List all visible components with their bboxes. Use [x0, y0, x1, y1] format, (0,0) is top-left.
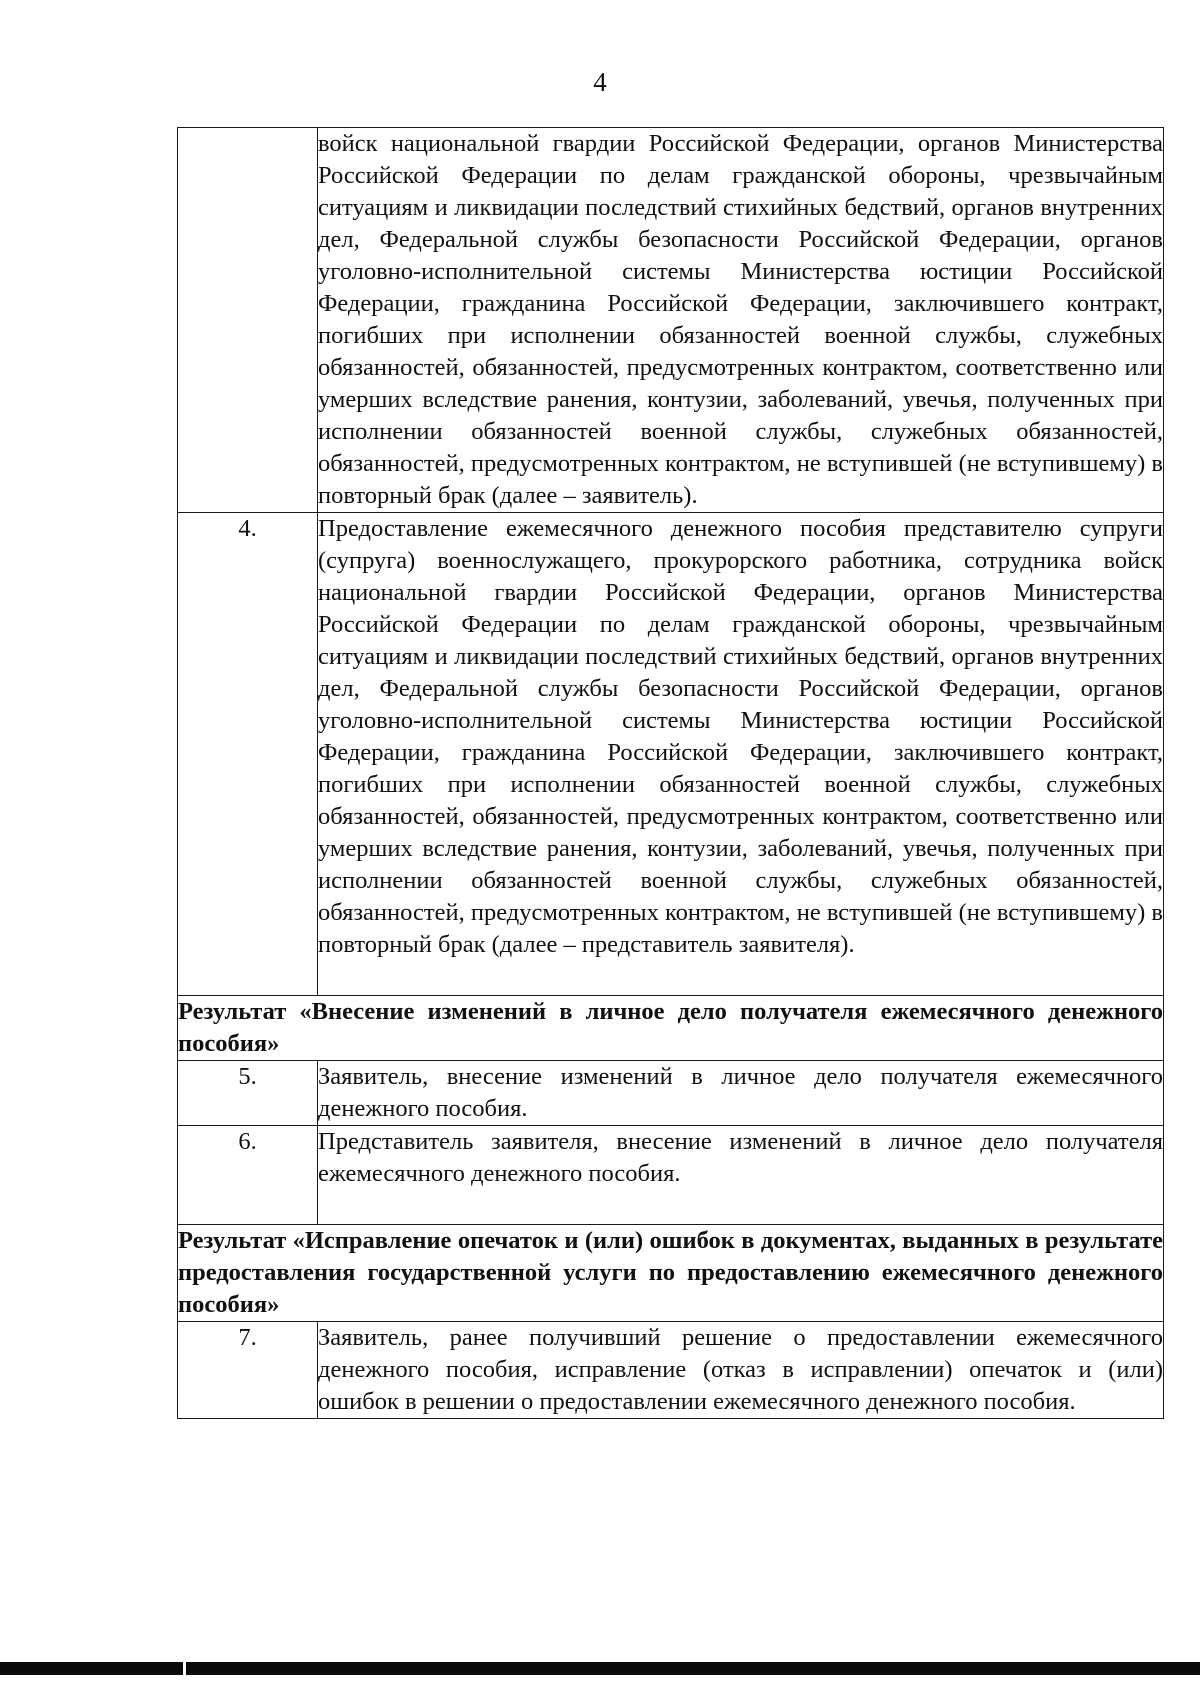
- row-text: Представитель заявителя, внесение изменений в личное дело получателя ежемесячного денежного пособия.: [318, 1126, 1164, 1225]
- section-header: Результат «Внесение изменений в личное дело получателя ежемесячного денежного пособия»: [178, 996, 1164, 1061]
- row-text: Предоставление ежемесячного денежного пособия представителю супруги (супруга) военнослужащего, прокурорского работника, сотрудника войск национальной гвардии Российской Федерации, органов Министерства Российской Федерации по делам гражданской обороны, чрезвычайным ситуациям и ликвидации последствий стихийных бедствий, органов внутренних дел, Федеральной службы безопасности Российской Федерации, органов уголовно-исполнительной системы Министерства юстиции Российской Федерации, гражданина Российской Федерации, заключившего контракт, погибших при исполнении обязанностей военной службы, служебных обязанностей, обязанностей, предусмотренных контрактом, соответственно или умерших вследствие ранения, контузии, заболеваний, увечья, полученных при исполнении обязанностей военной службы, служебных обязанностей, обязанностей, предусмотренных контрактом, не вступившей (не вступившему) в повторный брак (далее – представитель заявителя).: [318, 513, 1164, 996]
- row-text: войск национальной гвардии Российской Федерации, органов Министерства Российской Федерации по делам гражданской обороны, чрезвычайным ситуациям и ликвидации последствий стихийных бедствий, органов внутренних дел, Федеральной службы безопасности Российской Федерации, органов уголовно-исполнительной системы Министерства юстиции Российской Федерации, гражданина Российской Федерации, заключившего контракт, погибших при исполнении обязанностей военной службы, служебных обязанностей, обязанностей, предусмотренных контрактом, соответственно или умерших вследствие ранения, контузии, заболеваний, увечья, полученных при исполнении обязанностей военной службы, служебных обязанностей, обязанностей, предусмотренных контрактом, не вступившей (не вступившему) в повторный брак (далее – заявитель).: [318, 128, 1164, 513]
- section-header-row: [178, 996, 1164, 1061]
- table-row: [178, 128, 1164, 513]
- table-row: [178, 1061, 1164, 1126]
- table-row: [178, 1126, 1164, 1225]
- row-number: 4.: [178, 513, 318, 996]
- footer-rule-gap: [183, 1662, 186, 1675]
- row-number: 7.: [178, 1322, 318, 1419]
- section-header: Результат «Исправление опечаток и (или) ошибок в документах, выданных в результате предоставления государственной услуги по предоставлению ежемесячного денежного пособия»: [178, 1225, 1164, 1322]
- section-header-row: [178, 1225, 1164, 1322]
- row-number: 5.: [178, 1061, 318, 1126]
- row-text: Заявитель, внесение изменений в личное дело получателя ежемесячного денежного пособия.: [318, 1061, 1164, 1126]
- table-row: [178, 1322, 1164, 1419]
- table-row: [178, 513, 1164, 996]
- row-text: Заявитель, ранее получивший решение о предоставлении ежемесячного денежного пособия, исправление (отказ в исправлении) опечаток и (или) ошибок в решении о предоставлении ежемесячного денежного пособия.: [318, 1322, 1164, 1419]
- page-number: 4: [593, 67, 607, 97]
- row-number: 6.: [178, 1126, 318, 1225]
- footer-rule: [0, 1662, 1200, 1675]
- services-table: [177, 127, 1164, 1419]
- row-number: [178, 128, 318, 513]
